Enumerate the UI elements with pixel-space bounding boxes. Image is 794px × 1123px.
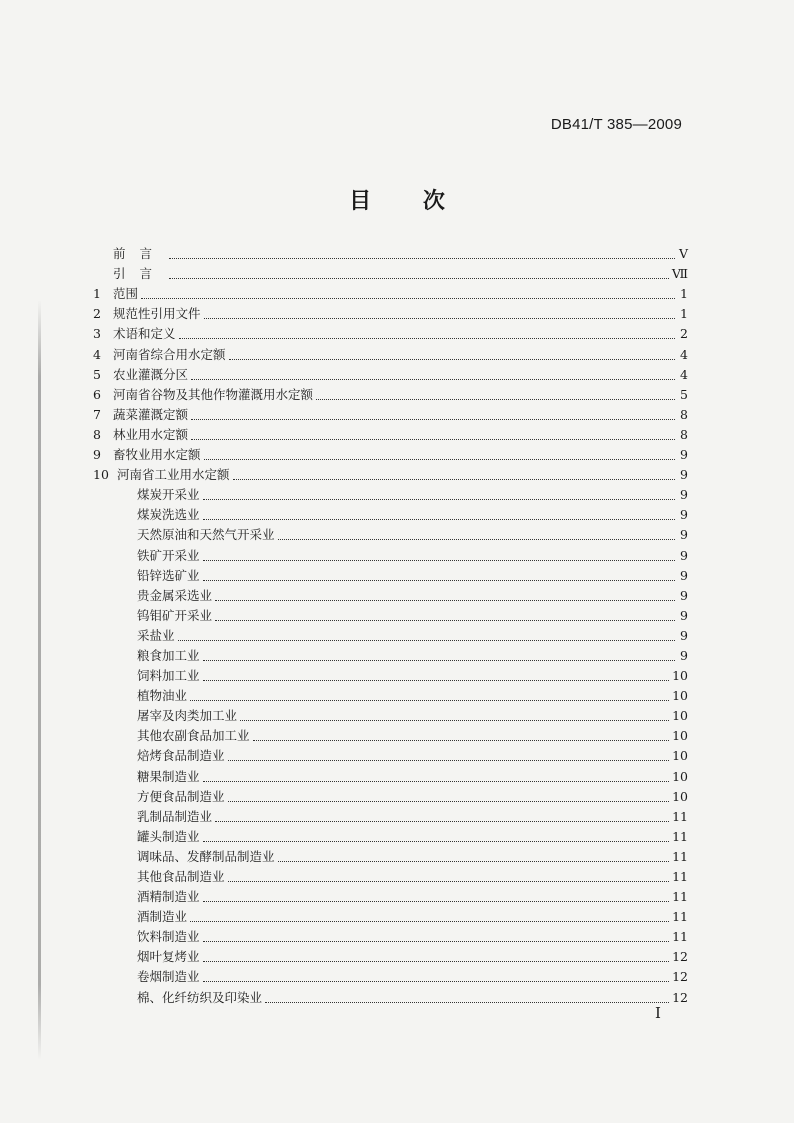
toc-entry-label: 规范性引用文件 [113, 306, 201, 322]
toc-entry-label: 范围 [113, 286, 139, 302]
toc-entry-label: 乳制品制造业 [137, 808, 213, 824]
toc-entry[interactable] [93, 445, 688, 465]
toc-entry-page: 4 [680, 346, 688, 362]
toc-dot-leader [203, 960, 670, 962]
toc-entry[interactable] [93, 606, 688, 626]
toc-dot-leader [240, 719, 669, 721]
toc-dot-leader [204, 458, 675, 460]
toc-entry[interactable] [93, 827, 688, 847]
toc-entry-page: 9 [680, 627, 688, 643]
toc-entry-label: 酒精制造业 [137, 889, 200, 905]
toc-dot-leader [265, 1001, 669, 1003]
toc-entry-page: 11 [672, 929, 688, 945]
toc-dot-leader [215, 619, 675, 621]
toc-entry-label: 河南省工业用水定额 [117, 467, 230, 483]
toc-dot-leader [228, 880, 670, 882]
toc-entry-page: 10 [672, 768, 688, 784]
toc-dot-leader [215, 820, 669, 822]
toc-entry[interactable] [93, 887, 688, 907]
toc-entry-page: 11 [672, 808, 688, 824]
toc-entry[interactable] [93, 947, 688, 967]
toc-entry-number: 3 [93, 326, 101, 342]
toc-entry[interactable] [93, 807, 688, 827]
toc-entry-label: 天然原油和天然气开采业 [137, 527, 275, 543]
toc-dot-leader [179, 337, 675, 339]
toc-entry-label: 畜牧业用水定额 [113, 447, 201, 463]
toc-entry-label: 农业灌溉分区 [113, 366, 189, 382]
toc-dot-leader [178, 639, 675, 641]
toc-entry[interactable] [93, 244, 688, 264]
toc-entry-number: 5 [93, 366, 101, 382]
toc-dot-leader [278, 538, 675, 540]
toc-entry[interactable] [93, 525, 688, 545]
toc-entry-page: 11 [672, 889, 688, 905]
toc-entry-page: 11 [672, 869, 688, 884]
toc-entry-page: 11 [672, 909, 688, 925]
toc-entry[interactable] [93, 385, 688, 405]
toc-entry-page: 9 [680, 547, 688, 563]
toc-dot-leader [203, 980, 670, 982]
toc-dot-leader [203, 559, 675, 561]
toc-entry-label: 粮食加工业 [137, 647, 200, 663]
toc-entry-label: 烟叶复烤业 [137, 949, 200, 965]
toc-dot-leader [169, 257, 675, 259]
toc-entry[interactable] [93, 967, 688, 987]
toc-entry[interactable] [93, 304, 688, 324]
toc-dot-leader [141, 297, 675, 299]
toc-entry[interactable] [93, 907, 688, 927]
toc-entry-page: Ⅶ [671, 266, 688, 282]
document-code: DB41/T 385—2009 [550, 116, 682, 133]
toc-dot-leader [228, 759, 670, 761]
toc-dot-leader [191, 378, 675, 380]
toc-entry-label: 林业用水定额 [113, 426, 189, 442]
toc-entry-label: 钨钼矿开采业 [137, 607, 213, 623]
toc-entry-label: 罐头制造业 [137, 828, 200, 844]
toc-dot-leader [203, 659, 675, 661]
toc-entry[interactable] [93, 867, 688, 887]
toc-entry-number: 4 [93, 346, 101, 362]
toc-entry-page: 8 [680, 406, 688, 422]
toc-entry-label: 饮料制造业 [137, 929, 200, 945]
toc-entry-page: 9 [680, 607, 688, 623]
toc-entry[interactable] [93, 746, 688, 766]
toc-entry-page: 10 [672, 668, 688, 684]
toc-entry-page: 5 [680, 386, 688, 402]
toc-dot-leader [203, 940, 670, 942]
toc-entry-label: 贵金属采选业 [137, 587, 213, 603]
toc-entry-label: 术语和定义 [113, 326, 176, 342]
toc-entry-label: 其他农副食品加工业 [137, 728, 250, 744]
toc-entry-number: 1 [93, 286, 101, 302]
toc-entry-page: 9 [680, 467, 688, 483]
toc-entry[interactable] [93, 505, 688, 525]
toc-entry-page: 9 [680, 527, 688, 543]
toc-entry[interactable] [93, 425, 688, 445]
toc-entry-page: 9 [680, 447, 688, 463]
toc-entry[interactable] [93, 324, 688, 344]
toc-dot-leader [228, 800, 670, 802]
toc-dot-leader [191, 418, 675, 420]
toc-entry[interactable] [93, 686, 688, 706]
toc-entry-page: 10 [672, 708, 688, 724]
toc-entry-page: 12 [672, 989, 688, 1005]
binding-edge-shadow [38, 300, 41, 1060]
toc-entry[interactable] [93, 485, 688, 505]
toc-entry-page: 10 [672, 688, 688, 704]
toc-entry-page: 9 [680, 647, 688, 663]
toc-entry-page: 9 [680, 487, 688, 503]
toc-dot-leader [203, 518, 675, 520]
toc-entry-label: 棉、化纤纺织及印染业 [137, 989, 263, 1005]
toc-entry-label: 前言 [113, 246, 167, 262]
toc-entry-page: 1 [680, 286, 688, 302]
toc-entry[interactable] [93, 787, 688, 807]
toc-entry-label: 其他食品制造业 [137, 869, 225, 884]
toc-entry[interactable] [93, 405, 688, 425]
toc-dot-leader [190, 699, 669, 701]
toc-dot-leader [190, 920, 669, 922]
toc-entry-number: 8 [93, 426, 101, 442]
toc-entry-label: 蔬菜灌溉定额 [113, 406, 189, 422]
toc-entry-page: 12 [672, 949, 688, 965]
toc-entry-label: 方便食品制造业 [137, 788, 225, 804]
toc-entry-page: 10 [672, 728, 688, 744]
toc-entry-page: 12 [672, 969, 688, 985]
toc-entry[interactable] [93, 706, 688, 726]
toc-entry[interactable] [93, 626, 688, 646]
toc-dot-leader [203, 780, 670, 782]
toc-entry-label: 焙烤食品制造业 [137, 748, 225, 764]
toc-dot-leader [278, 860, 670, 862]
toc-entry-label: 煤炭洗选业 [137, 507, 200, 523]
toc-entry-number: 10 [93, 467, 109, 483]
toc-entry-label: 糖果制造业 [137, 768, 200, 784]
toc-entry-page: 9 [680, 587, 688, 603]
toc-dot-leader [203, 579, 675, 581]
toc-entry[interactable] [93, 344, 688, 364]
toc-entry-page: V [678, 246, 688, 262]
toc-entry[interactable] [93, 646, 688, 666]
toc-entry[interactable] [93, 847, 688, 867]
toc-entry-page: 9 [680, 507, 688, 523]
toc-dot-leader [203, 498, 675, 500]
toc-entry-number: 9 [93, 447, 101, 463]
toc-entry[interactable] [93, 365, 688, 385]
toc-dot-leader [203, 900, 670, 902]
toc-entry[interactable] [93, 987, 688, 1007]
toc-entry[interactable] [93, 927, 688, 947]
toc-entry-label: 屠宰及肉类加工业 [137, 708, 238, 724]
toc-entry[interactable] [93, 264, 688, 284]
toc-dot-leader [203, 679, 670, 681]
toc-entry-label: 铅锌选矿业 [137, 567, 200, 583]
toc-dot-leader [215, 599, 675, 601]
toc-entry[interactable] [93, 545, 688, 565]
toc-entry-label: 酒制造业 [137, 909, 188, 925]
toc-entry-label: 采盐业 [137, 627, 175, 643]
toc-dot-leader [203, 840, 670, 842]
toc-entry-label: 引言 [113, 266, 167, 282]
toc-entry-label: 植物油业 [137, 688, 188, 704]
table-of-contents [93, 244, 688, 1008]
toc-dot-leader [316, 398, 675, 400]
toc-entry-page: 11 [672, 828, 688, 844]
toc-entry[interactable] [93, 726, 688, 746]
toc-dot-leader [169, 277, 669, 279]
page-title: 目 次 [349, 189, 467, 214]
toc-entry-page: 10 [672, 748, 688, 764]
toc-entry-label: 饲料加工业 [137, 668, 200, 684]
toc-dot-leader [229, 358, 675, 360]
toc-entry-page: 4 [680, 366, 688, 382]
toc-dot-leader [191, 438, 675, 440]
toc-entry[interactable] [93, 766, 688, 786]
toc-entry-page: 10 [672, 788, 688, 804]
toc-entry-number: 6 [93, 386, 101, 402]
toc-entry[interactable] [93, 465, 688, 485]
toc-dot-leader [233, 478, 675, 480]
toc-entry-page: 1 [680, 306, 688, 322]
toc-entry[interactable] [93, 666, 688, 686]
toc-entry-page: 9 [680, 567, 688, 583]
toc-entry-page: 2 [680, 326, 688, 342]
toc-entry-label: 卷烟制造业 [137, 969, 200, 985]
toc-entry[interactable] [93, 586, 688, 606]
toc-entry-number: 2 [93, 306, 101, 322]
toc-entry-label: 调味品、发酵制品制造业 [137, 848, 275, 864]
toc-entry-number: 7 [93, 406, 101, 422]
toc-entry-label: 铁矿开采业 [137, 547, 200, 563]
toc-entry[interactable] [93, 284, 688, 304]
page-number: I [655, 1004, 661, 1022]
toc-entry[interactable] [93, 566, 688, 586]
toc-entry-label: 河南省谷物及其他作物灌溉用水定额 [113, 386, 314, 402]
toc-entry-label: 煤炭开采业 [137, 487, 200, 503]
toc-entry-page: 8 [680, 426, 688, 442]
toc-dot-leader [204, 317, 675, 319]
toc-entry-page: 11 [672, 848, 688, 864]
toc-dot-leader [253, 739, 670, 741]
toc-entry-label: 河南省综合用水定额 [113, 346, 226, 362]
